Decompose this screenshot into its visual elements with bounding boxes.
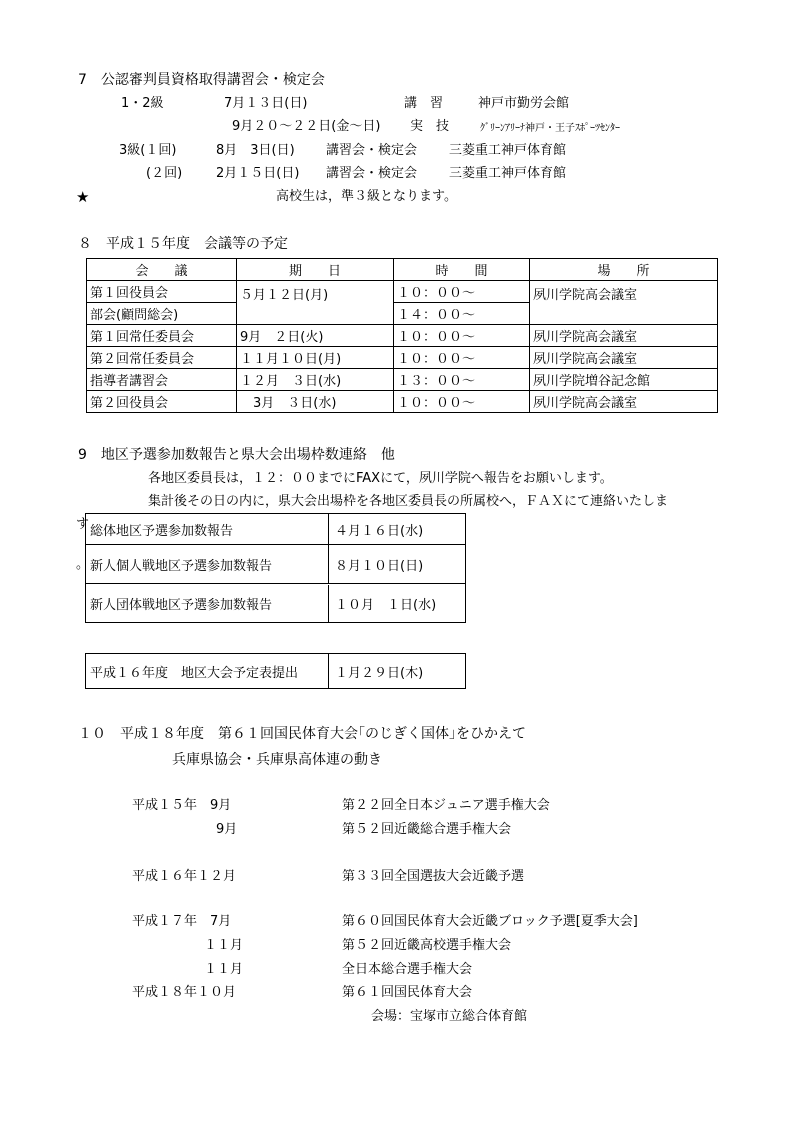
sec7-line4-grade: (２回) xyxy=(146,166,183,181)
schedule-date: 平成１８年１０月 xyxy=(132,985,237,1000)
schedule-event: 全日本総合選手権大会 xyxy=(342,962,473,977)
sec7-line1-type: 講 習 xyxy=(404,96,444,111)
schedule-date: 平成１５年 9月 xyxy=(132,798,232,813)
sec9-overflow-dot: 。 xyxy=(76,557,90,572)
sec9-overflow-su: す xyxy=(76,517,90,532)
place-cell: 夙川学院高会議室 xyxy=(530,281,718,325)
sec7-line1-place: 神戸市勤労会館 xyxy=(478,96,570,111)
schedule-event: 第６１回国民体育大会 xyxy=(342,985,473,1000)
sec7-note: 高校生は，準３級となります。 xyxy=(276,189,457,204)
sec7-line2-type: 実 技 xyxy=(410,119,450,134)
section8-heading: ８ 平成１５年度 会議等の予定 xyxy=(78,236,288,252)
sec7-line3-grade: 3級(１回) xyxy=(119,143,177,158)
sec7-line1-grade: 1・2級 xyxy=(121,96,164,111)
date-cell: ５月１２日(月) xyxy=(237,281,394,325)
meeting-cell: 指導者講習会 xyxy=(87,369,237,391)
sec7-line2-place: ｸﾞﾘｰﾝｱﾘｰﾅ神戸・王子ｽﾎﾟｰﾂｾﾝﾀｰ xyxy=(480,123,620,134)
date-cell: １２月 ３日(水) xyxy=(237,369,394,391)
sec7-line3-place: 三菱重工神戸体育館 xyxy=(449,143,567,158)
table-row xyxy=(87,347,718,369)
date-cell: 9月 ２日(火) xyxy=(237,325,394,347)
table-row xyxy=(86,514,465,545)
report-date-cell: ４月１６日(水) xyxy=(335,523,424,539)
sec7-line4-date: 2月１５日(日) xyxy=(216,166,300,181)
sec7-line2-date: 9月２０～２２日(金～日) xyxy=(232,119,381,134)
place-cell: 夙川学院高会議室 xyxy=(530,347,718,369)
table-row xyxy=(87,391,718,413)
table-row xyxy=(86,585,465,622)
sec7-line3-date: 8月 3日(日) xyxy=(216,143,295,158)
column-header: 時 間 xyxy=(394,259,530,281)
sec7-line1-date: 7月１３日(日) xyxy=(224,96,308,111)
report-date-cell: ８月１０日(日) xyxy=(335,558,424,574)
sec9-paragraph1: 各地区委員長は，１２：００までにFAXにて，夙川学院へ報告をお願いします。 xyxy=(148,471,613,486)
meeting-cell: 第２回常任委員会 xyxy=(87,347,237,369)
meeting-cell: 第１回役員会 xyxy=(87,281,237,303)
table-row xyxy=(87,325,718,347)
schedule-event: 第６０回国民体育大会近畿ブロック予選[夏季大会] xyxy=(342,914,638,929)
column-header: 期 日 xyxy=(237,259,394,281)
place-cell: 夙川学院増谷記念館 xyxy=(530,369,718,391)
time-cell: １０：００～ xyxy=(394,391,530,413)
table-row xyxy=(86,545,465,584)
schedule-date: １１月 xyxy=(204,938,244,953)
date-cell: 3月 ３日(水) xyxy=(237,391,394,413)
schedule-date: １１月 xyxy=(204,962,244,977)
table-row xyxy=(87,281,718,303)
column-header: 会 議 xyxy=(87,259,237,281)
table-header-row xyxy=(87,259,718,281)
date-cell: １１月１０日(月) xyxy=(237,347,394,369)
schedule-submission-table xyxy=(85,653,466,689)
schedule-date: 9月 xyxy=(216,822,238,837)
schedule-date: 平成１６年１２月 xyxy=(132,869,237,884)
report-name-cell: 総体地区予選参加数報告 xyxy=(86,514,329,544)
schedule-event: 第５２回近畿高校選手権大会 xyxy=(342,938,512,953)
meeting-cell: 第１回常任委員会 xyxy=(87,325,237,347)
report-deadline-table xyxy=(85,513,466,623)
star-icon: ★ xyxy=(76,188,90,206)
column-header: 場 所 xyxy=(530,259,718,281)
sec9-paragraph2: 集計後その日の内に，県大会出場枠を各地区委員長の所属校へ，ＦＡＸにて連絡いたしま xyxy=(148,494,669,509)
report-name-cell: 平成１６年度 地区大会予定表提出 xyxy=(86,654,329,688)
section10-subheading: 兵庫県協会・兵庫県高体連の動き xyxy=(172,752,382,768)
time-cell: １０：００～ xyxy=(394,281,530,303)
report-name-cell: 新人個人戦地区予選参加数報告 xyxy=(86,545,329,583)
place-cell: 夙川学院高会議室 xyxy=(530,325,718,347)
report-date-cell: １０月 １日(水) xyxy=(335,598,437,613)
section7-heading: 7 公認審判員資格取得講習会・検定会 xyxy=(78,72,325,88)
report-name-cell: 新人団体戦地区予選参加数報告 xyxy=(86,585,329,622)
sec7-line3-type: 講習会・検定会 xyxy=(326,143,418,158)
schedule-event: 第５２回近畿総合選手権大会 xyxy=(342,822,512,837)
meeting-cell: 第２回役員会 xyxy=(87,391,237,413)
time-cell: １４：００～ xyxy=(394,303,530,325)
time-cell: １０：００～ xyxy=(394,347,530,369)
time-cell: １０：００～ xyxy=(394,325,530,347)
section9-heading: 9 地区予選参加数報告と県大会出場枠数連絡 他 xyxy=(78,447,395,463)
sec7-line4-place: 三菱重工神戸体育館 xyxy=(449,166,567,181)
venue-text: 会場：宝塚市立総合体育館 xyxy=(371,1009,528,1024)
table-row xyxy=(86,654,465,688)
meeting-cell: 部会(顧問総会) xyxy=(87,303,237,325)
schedule-event: 第３３回全国選抜大会近畿予選 xyxy=(342,869,525,884)
time-cell: １３：００～ xyxy=(394,369,530,391)
place-cell: 夙川学院高会議室 xyxy=(530,391,718,413)
schedule-event: 第２２回全日本ジュニア選手権大会 xyxy=(342,798,550,813)
table-row xyxy=(87,369,718,391)
report-date-cell: １月２９日(木) xyxy=(335,665,424,681)
meeting-schedule-table xyxy=(86,258,718,413)
section10-heading: １０ 平成１８年度 第６１回国民体育大会｢のじぎく国体｣をひかえて xyxy=(78,726,526,742)
sec7-line4-type: 講習会・検定会 xyxy=(326,166,418,181)
schedule-date: 平成１７年 7月 xyxy=(132,914,232,929)
